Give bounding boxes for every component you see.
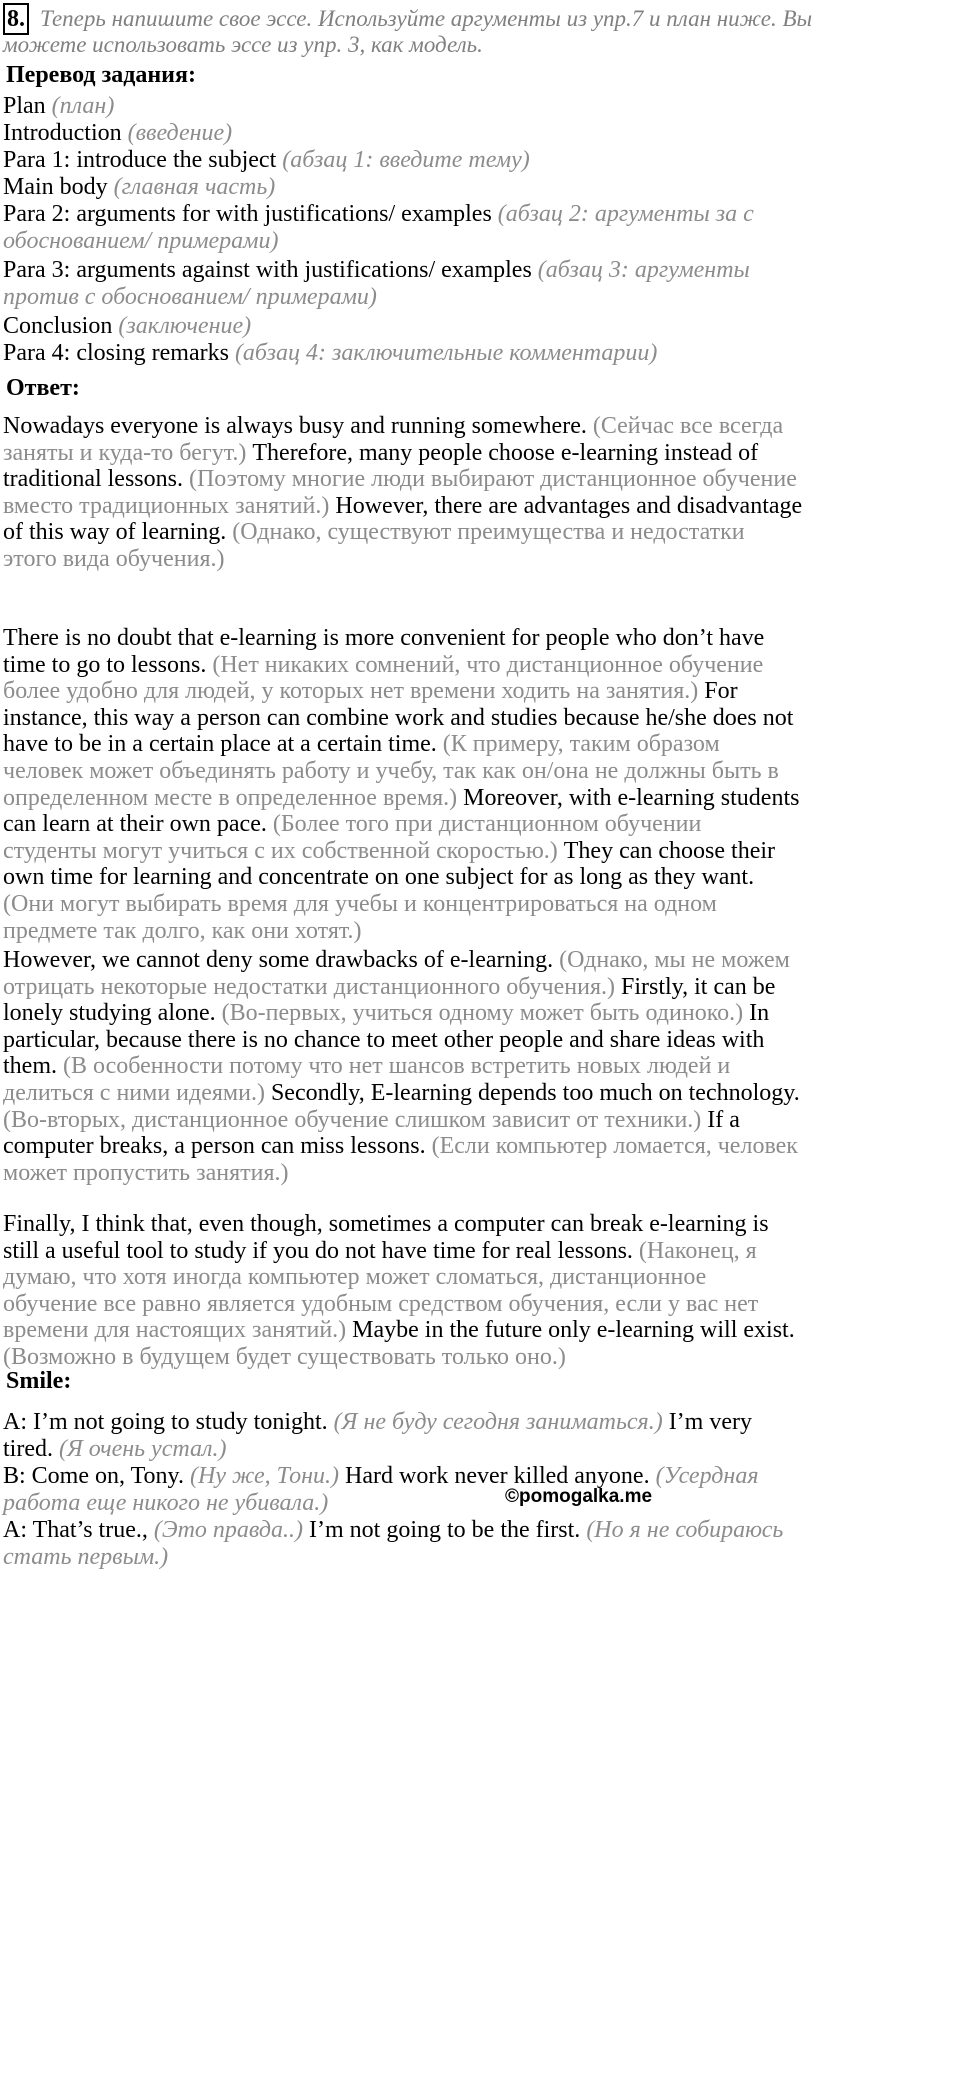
essay-text-en: They can choose their — [557, 838, 776, 864]
dialogue-text-en: tired. — [3, 1436, 59, 1462]
essay-text-ru: (Возможно в будущем будет существовать только оно.) — [3, 1344, 566, 1370]
essay-text-ru: отрицать некоторые недостатки дистанционного обучения.) — [3, 974, 615, 1000]
essay-text-ru: (Нет никаких сомнений, что дистанционное обучение — [212, 652, 764, 678]
essay-text-en: Firstly, it can be — [614, 974, 776, 1000]
essay-text-en: still a useful tool to study if you do not have time for real lessons. — [3, 1238, 639, 1264]
essay-text-ru: (Сейчас все всегда — [592, 413, 784, 439]
dialogue-text-ru: (Но я не собираюсь — [586, 1517, 784, 1543]
essay-text-ru: может пропустить занятия.) — [3, 1160, 289, 1186]
answer-heading: Ответ: — [6, 375, 80, 401]
essay-text-en: For — [698, 678, 738, 704]
watermark: ©pomogalka.me — [505, 1486, 653, 1507]
essay-text-en: There is no doubt that e-learning is more convenient for people who don’t have — [3, 625, 765, 651]
essay-text-ru: (Они могут выбирать время для учебы и концентрироваться на одном — [3, 891, 717, 917]
essay-text-en: Finally, I think that, even though, sometimes a computer can break e-learning is — [3, 1211, 769, 1237]
task-instruction-line-1: Теперь напишите свое эссе. Используйте аргументы из упр.7 и план ниже. Вы — [40, 6, 813, 31]
essay-text-ru: (Однако, мы не можем — [559, 947, 790, 973]
essay-text-en: own time for learning and concentrate on one subject for as long as they want. — [3, 864, 755, 890]
plan-item-ru: (план) — [51, 93, 115, 119]
plan-item-ru: (заключение) — [118, 313, 252, 339]
plan-item-en: Para 3: arguments against with justifications/ examples — [3, 257, 538, 283]
plan-item-en: Plan — [3, 93, 52, 119]
dialogue-text-ru: (Ну же, Тони.) — [190, 1463, 340, 1489]
essay-text-ru: (Наконец, я — [638, 1238, 757, 1264]
essay-text-en: Moreover, with e-learning students — [457, 785, 800, 811]
plan-item-ru: (абзац 4: заключительные комментарии) — [234, 340, 658, 366]
plan-item-en: Main body — [3, 174, 114, 200]
plan-item-ru: (введение) — [127, 120, 233, 146]
essay-text-en: Therefore, many people choose e-learning instead of — [246, 440, 759, 466]
essay-text-en: computer breaks, a person can miss lessons. — [3, 1133, 432, 1159]
dialogue-line — [3, 1540, 168, 1575]
plan-item-ru: обоснованием/ примерами) — [3, 228, 279, 254]
essay-text-ru: (Поэтому многие люди выбирают дистанционное обучение — [188, 466, 797, 492]
dialogue-text-en: Hard work never killed anyone. — [339, 1463, 656, 1489]
essay-text-en: If a — [701, 1107, 740, 1133]
dialogue-text-ru: (Я очень устал.) — [58, 1436, 227, 1462]
essay-line — [3, 1156, 288, 1191]
plan-item-en: Introduction — [3, 120, 128, 146]
dialogue-text-en: A: I’m not going to study tonight. — [3, 1409, 334, 1435]
essay-text-en: Secondly, E-learning depends too much on technology. — [264, 1080, 800, 1106]
essay-text-ru: заняты и куда-то бегут.) — [3, 440, 247, 466]
essay-text-ru: (Более того при дистанционном обучении — [272, 811, 702, 837]
essay-text-ru: определенном месте в определенное время.) — [3, 785, 458, 811]
dialogue-text-en: A: That’s true., — [3, 1517, 154, 1543]
essay-text-ru: вместо традиционных занятий.) — [3, 493, 330, 519]
dialogue-text-ru: работа еще никого не убивала.) — [3, 1490, 329, 1516]
essay-text-en: However, we cannot deny some drawbacks of e-learning. — [3, 947, 560, 973]
plan-item-ru: (абзац 1: введите тему) — [282, 147, 530, 173]
smile-heading: Smile: — [6, 1368, 72, 1394]
dialogue-text-en: I’m very — [662, 1409, 752, 1435]
essay-text-en: particular, because there is no chance to meet other people and share ideas with — [3, 1027, 765, 1053]
essay-text-ru: более удобно для людей, у которых нет времени ходить на занятия.) — [3, 678, 699, 704]
essay-text-ru: делиться с ними идеями.) — [3, 1080, 265, 1106]
essay-text-ru: (Во-первых, учиться одному может быть одиноко.) — [221, 1000, 744, 1026]
essay-text-ru: предмете так долго, как они хотят.) — [3, 918, 362, 944]
essay-text-ru: (Однако, существуют преимущества и недостатки — [232, 519, 745, 545]
essay-line — [3, 542, 225, 577]
essay-text-ru: (Если компьютер ломается, человек — [431, 1133, 798, 1159]
essay-text-en: time to go to lessons. — [3, 652, 213, 678]
essay-text-ru: этого вида обучения.) — [3, 546, 225, 572]
dialogue-text-ru: (Я не буду сегодня заниматься.) — [333, 1409, 663, 1435]
essay-text-en: instance, this way a person can combine work and studies because he/she does not — [3, 705, 794, 731]
dialogue-text-en: I’m not going to be the first. — [303, 1517, 587, 1543]
task-instruction-line-2: можете использовать эссе из упр. 3, как модель. — [3, 32, 483, 57]
plan-item-en: Conclusion — [3, 313, 119, 339]
plan-item-ru: (главная часть) — [113, 174, 276, 200]
dialogue-text-ru: (Усердная — [655, 1463, 759, 1489]
essay-text-ru: думаю, что хотя иногда компьютер может сломаться, дистанционное — [3, 1264, 707, 1290]
essay-text-ru: студенты могут учиться с их собственной скоростью.) — [3, 838, 558, 864]
essay-text-ru: человек может объединять работу и учебу, так как он/она не должны быть в — [3, 758, 779, 784]
plan-item-en: Para 4: closing remarks — [3, 340, 235, 366]
essay-text-en: In — [743, 1000, 770, 1026]
essay-text-en: lonely studying alone. — [3, 1000, 222, 1026]
essay-text-en: of this way of learning. — [3, 519, 233, 545]
essay-text-en: can learn at their own pace. — [3, 811, 273, 837]
translation-heading: Перевод задания: — [6, 62, 196, 88]
plan-item-ru: против с обоснованием/ примерами) — [3, 284, 377, 310]
essay-text-en: traditional lessons. — [3, 466, 189, 492]
essay-text-ru: обучение все равно является удобным средством обучения, если у вас нет — [3, 1291, 759, 1317]
essay-line — [3, 1340, 566, 1375]
essay-text-ru: (В особенности потому что нет шансов встретить новых людей и — [63, 1053, 731, 1079]
essay-text-en: them. — [3, 1053, 63, 1079]
dialogue-text-ru: стать первым.) — [3, 1544, 169, 1570]
plan-item — [3, 336, 657, 371]
essay-text-ru: (К примеру, таким образом — [442, 731, 720, 757]
essay-text-ru: времени для настоящих занятий.) — [3, 1317, 347, 1343]
essay-text-en: Maybe in the future only e-learning will exist. — [346, 1317, 795, 1343]
plan-item-ru: (абзац 3: аргументы — [537, 257, 750, 283]
essay-text-en: However, there are advantages and disadvantage — [329, 493, 803, 519]
essay-text-en: Nowadays everyone is always busy and running somewhere. — [3, 413, 593, 439]
plan-item-en: Para 1: introduce the subject — [3, 147, 283, 173]
essay-text-ru: (Во-вторых, дистанционное обучение слишком зависит от техники.) — [3, 1107, 702, 1133]
plan-item-en: Para 2: arguments for with justifications/ examples — [3, 201, 498, 227]
dialogue-text-ru: (Это правда..) — [153, 1517, 304, 1543]
plan-item-ru: (абзац 2: аргументы за с — [497, 201, 754, 227]
task-number: 8. — [3, 3, 29, 35]
dialogue-text-en: B: Come on, Tony. — [3, 1463, 190, 1489]
essay-text-en: have to be in a certain place at a certain time. — [3, 731, 443, 757]
